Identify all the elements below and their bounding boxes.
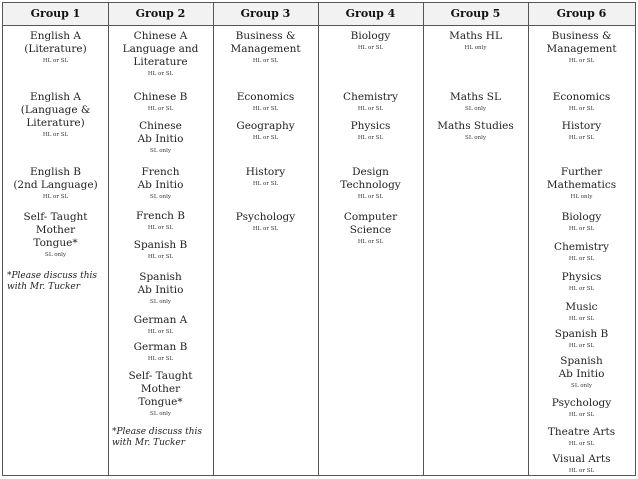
level-label: HL or SL — [568, 441, 595, 447]
level-label: HL or SL — [568, 468, 595, 474]
subject-entry — [108, 210, 213, 232]
level-label: HL or SL — [42, 58, 69, 64]
subject-name: Design Technology — [340, 166, 401, 191]
subject-name: Geography — [236, 120, 295, 132]
level-label: SL only — [45, 252, 66, 258]
subject-entry — [3, 211, 108, 259]
subject-entry — [528, 120, 635, 142]
subject-name: Self- Taught Mother Tongue* — [128, 370, 193, 408]
subject-entry — [108, 239, 213, 261]
level-label: HL or SL — [147, 71, 174, 77]
level-label: HL or SL — [357, 194, 384, 200]
subject-entry — [528, 271, 635, 293]
subject-name: Spanish B — [133, 239, 188, 251]
subject-entry — [3, 30, 108, 65]
group-column-6 — [528, 3, 635, 475]
level-label: HL or SL — [147, 356, 174, 362]
column-divider — [213, 3, 214, 475]
subject-name: Maths SL — [450, 91, 501, 103]
subject-name: English A (Literature) — [24, 30, 87, 55]
subject-entry — [3, 166, 108, 201]
subject-entry — [108, 314, 213, 336]
subject-entry — [318, 166, 423, 201]
subject-entry — [108, 341, 213, 363]
group-header: Group 2 — [135, 7, 186, 20]
subject-entry — [423, 91, 528, 113]
subject-entry — [213, 166, 318, 188]
subject-name: Chemistry — [554, 241, 609, 253]
subject-name: Computer Science — [343, 211, 398, 236]
level-label: HL or SL — [252, 226, 279, 232]
group-header: Group 5 — [450, 7, 501, 20]
level-label: HL or SL — [147, 254, 174, 260]
subject-name: Spanish B — [554, 328, 609, 340]
subject-name: Chinese Ab Initio — [137, 120, 184, 145]
level-label: SL only — [150, 411, 171, 417]
group-header: Group 6 — [556, 7, 607, 20]
level-label: HL or SL — [147, 106, 174, 112]
subject-name: Maths HL — [449, 30, 502, 42]
level-label: HL or SL — [568, 286, 595, 292]
level-label: SL only — [465, 106, 486, 112]
subject-name: Further Mathematics — [546, 166, 617, 191]
subject-entry — [423, 30, 528, 52]
subject-entry — [528, 241, 635, 263]
subject-name: Business & Management — [546, 30, 617, 55]
subject-name: Spanish Ab Initio — [558, 355, 605, 380]
level-label: HL or SL — [568, 256, 595, 262]
subject-name: French B — [136, 210, 185, 222]
ib-subject-groups-table — [2, 2, 636, 476]
level-label: HL or SL — [357, 239, 384, 245]
level-label: HL or SL — [252, 135, 279, 141]
level-label: HL or SL — [252, 58, 279, 64]
group-column-5 — [423, 3, 528, 475]
subject-name: German A — [133, 314, 188, 326]
subject-name: History — [245, 166, 286, 178]
column-divider — [528, 3, 529, 475]
subject-entry — [213, 120, 318, 142]
subject-entry — [528, 91, 635, 113]
level-label: HL or SL — [357, 106, 384, 112]
group-column-3 — [213, 3, 318, 475]
subject-entry — [528, 355, 635, 390]
column-divider — [318, 3, 319, 475]
subject-name: English A (Language & Literature) — [20, 91, 91, 129]
level-label: SL only — [465, 135, 486, 141]
subject-name: Physics — [350, 120, 391, 132]
level-label: HL or SL — [568, 58, 595, 64]
subject-entry — [213, 91, 318, 113]
subject-entry — [108, 30, 213, 78]
subject-entry — [528, 426, 635, 448]
level-label: HL or SL — [42, 194, 69, 200]
level-label: HL or SL — [42, 132, 69, 138]
level-label: HL or SL — [252, 181, 279, 187]
level-label: HL or SL — [568, 316, 595, 322]
level-label: HL or SL — [147, 329, 174, 335]
subject-name: Physics — [561, 271, 602, 283]
subject-name: Spanish Ab Initio — [137, 271, 184, 296]
subject-name: Visual Arts — [552, 453, 611, 465]
subject-entry — [528, 453, 635, 475]
subject-name: German B — [133, 341, 188, 353]
level-label: HL or SL — [568, 106, 595, 112]
subject-name: Economics — [236, 91, 295, 103]
level-label: SL only — [571, 383, 592, 389]
level-label: SL only — [150, 148, 171, 154]
subject-entry — [213, 211, 318, 233]
subject-name: Business & Management — [230, 30, 301, 55]
footnote: *Please discuss this with Mr. Tucker — [7, 271, 98, 292]
subject-entry — [528, 211, 635, 233]
group-column-1 — [3, 3, 108, 475]
subject-name: Theatre Arts — [547, 426, 616, 438]
subject-entry — [108, 271, 213, 306]
subject-name: Music — [565, 301, 598, 313]
level-label: HL or SL — [568, 226, 595, 232]
subject-entry — [528, 328, 635, 350]
subject-entry — [108, 370, 213, 418]
subject-name: History — [561, 120, 602, 132]
subject-entry — [528, 30, 635, 65]
subject-name: Chinese A Language and Literature — [122, 30, 199, 68]
subject-entry — [528, 397, 635, 419]
subject-entry — [318, 91, 423, 113]
level-label: SL only — [150, 299, 171, 305]
column-divider — [423, 3, 424, 475]
subject-entry — [108, 120, 213, 155]
subject-name: Self- Taught Mother Tongue* — [23, 211, 88, 249]
footnote: *Please discuss this with Mr. Tucker — [112, 427, 203, 448]
subject-name: Psychology — [551, 397, 612, 409]
level-label: HL only — [464, 45, 487, 51]
subject-name: English B (2nd Language) — [13, 166, 98, 191]
subject-name: Chemistry — [343, 91, 398, 103]
group-column-4 — [318, 3, 423, 475]
level-label: HL or SL — [147, 225, 174, 231]
level-label: HL or SL — [357, 45, 384, 51]
group-column-2 — [108, 3, 213, 475]
subject-entry — [108, 166, 213, 201]
level-label: HL or SL — [568, 343, 595, 349]
subject-name: Psychology — [235, 211, 296, 223]
subject-entry — [528, 166, 635, 201]
subject-entry — [318, 120, 423, 142]
level-label: HL or SL — [568, 412, 595, 418]
group-header: Group 4 — [345, 7, 396, 20]
subject-name: Economics — [552, 91, 611, 103]
level-label: HL only — [570, 194, 593, 200]
level-label: SL only — [150, 194, 171, 200]
subject-entry — [318, 30, 423, 52]
column-divider — [108, 3, 109, 475]
group-header: Group 3 — [240, 7, 291, 20]
subject-entry — [318, 211, 423, 246]
level-label: HL or SL — [568, 135, 595, 141]
subject-name: French Ab Initio — [137, 166, 184, 191]
subject-entry — [423, 120, 528, 142]
subject-entry — [528, 301, 635, 323]
subject-entry — [108, 91, 213, 113]
level-label: HL or SL — [357, 135, 384, 141]
subject-name: Maths Studies — [437, 120, 514, 132]
subject-entry — [213, 30, 318, 65]
subject-entry — [3, 91, 108, 139]
subject-name: Chinese B — [133, 91, 188, 103]
level-label: HL or SL — [252, 106, 279, 112]
subject-name: Biology — [350, 30, 391, 42]
group-header: Group 1 — [30, 7, 81, 20]
subject-name: Biology — [561, 211, 602, 223]
